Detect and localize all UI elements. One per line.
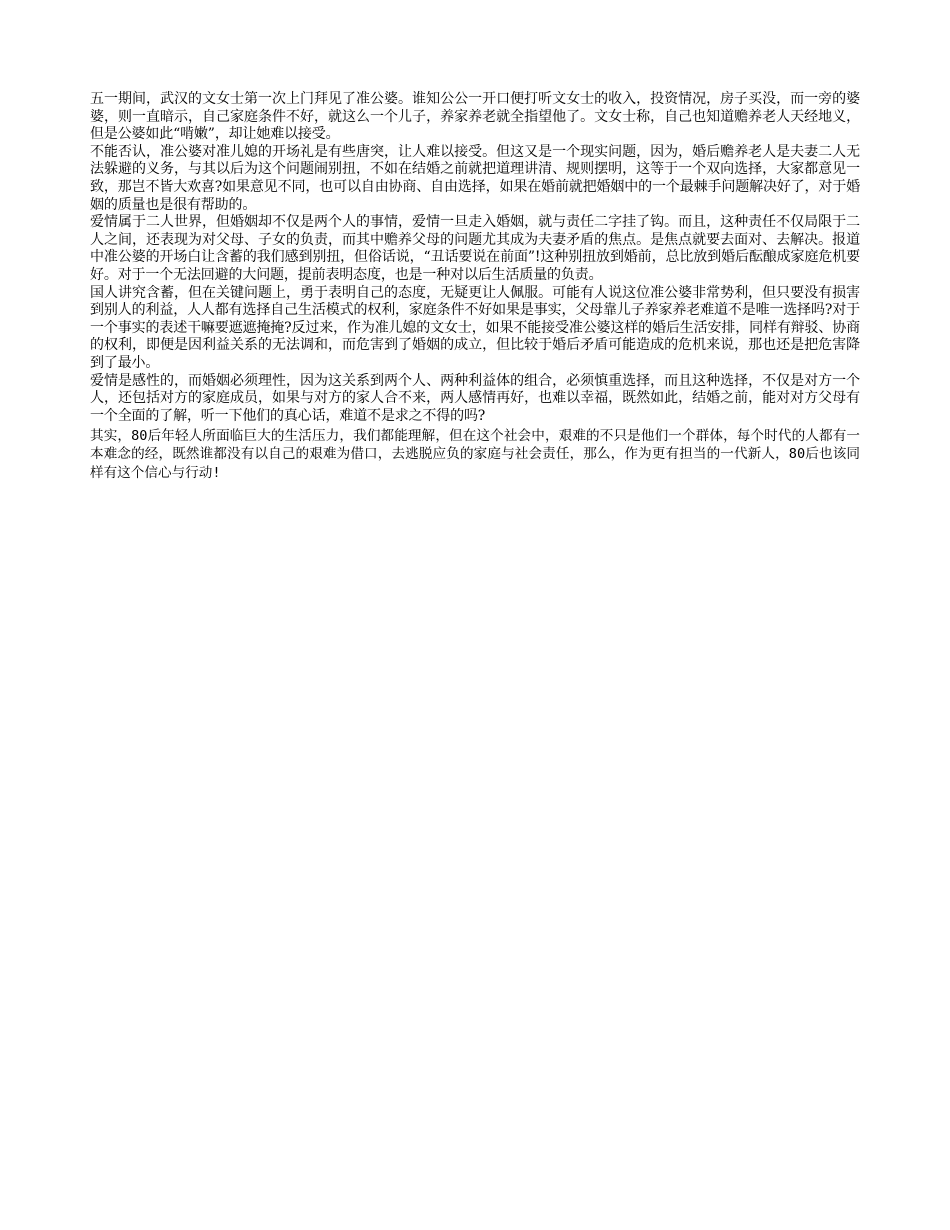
paragraph-conclusion: 其实，80后年轻人所面临巨大的生活压力，我们都能理解，但在这个社会中，艰难的不只是他们一个群体，每个时代的人都有一本难念的经，既然谁都没有以自己的艰难为借口，去逃脱应负的家庭与社会责任，那么，作为更有担当的一代新人，80后也该同样有这个信心与行动! bbox=[90, 428, 860, 481]
paragraph-marriage-rational: 爱情是感性的，而婚姻必须理性，因为这关系到两个人、两种利益体的组合，必须慎重选择，而且这种选择，不仅是对方一个人，还包括对方的家庭成员，如果与对方的家人合不来，两人感情再好，也难以幸福，既然如此，结婚之前，能对对方父母有一个全面的了解，听一下他们的真心话，难道不是求之不得的吗? bbox=[90, 372, 860, 424]
paragraph-intro: 五一期间，武汉的文女士第一次上门拜见了准公婆。谁知公公一开口便打听文女士的收入，投资情况，房子买没，而一旁的婆婆，则一直暗示，自己家庭条件不好，就这么一个儿子，养家养老就全指望他了。文女士称，自己也知道赡养老人天经地义，但是公婆如此“啃嫩”，却让她难以接受。 bbox=[90, 91, 860, 143]
paragraph-stating-attitude: 国人讲究含蓄，但在关键问题上，勇于表明自己的态度，无疑更让人佩服。可能有人说这位准公婆非常势利，但只要没有损害到别人的利益，人人都有选择自己生活模式的权利，家庭条件不好如果是事实，父母靠儿子养家养老难道不是唯一选择吗?对于一个事实的表述干嘛要遮遮掩掩?反过来，作为准儿媳的文女士，如果不能接受准公婆这样的婚后生活安排，同样有辩驳、协商的权利，即便是因利益关系的无法调和，而危害到了婚姻的成立，但比较于婚后矛盾可能造成的危机来说，那也还是把危害降到了最小。 bbox=[90, 284, 860, 371]
paragraph-love-and-responsibility: 爱情属于二人世界，但婚姻却不仅是两个人的事情，爱情一旦走入婚姻，就与责任二字挂了钩。而且，这种责任不仅局限于二人之间，还表现为对父母、子女的负责，而其中赡养父母的问题尤其成为夫妻矛盾的焦点。是焦点就要去面对、去解决。报道中准公婆的开场白让含蓄的我们感到别扭，但俗话说，“丑话要说在前面”!这种别扭放到婚前，总比放到婚后酝酿成家庭危机要好。对于一个无法回避的大问题，提前表明态度，也是一种对以后生活质量的负责。 bbox=[90, 214, 860, 283]
article-body bbox=[90, 91, 860, 482]
paragraph-double-choice: 不能否认，准公婆对准儿媳的开场礼是有些唐突，让人难以接受。但这又是一个现实问题，因为，婚后赡养老人是夫妻二人无法躲避的义务，与其以后为这个问题闹别扭，不如在结婚之前就把道理讲清、规则摆明，这等于一个双向选择，大家都意见一致，那岂不皆大欢喜?如果意见不同，也可以自由协商、自由选择，如果在婚前就把婚姻中的一个最棘手问题解决好了，对于婚姻的质量也是很有帮助的。 bbox=[90, 143, 860, 213]
